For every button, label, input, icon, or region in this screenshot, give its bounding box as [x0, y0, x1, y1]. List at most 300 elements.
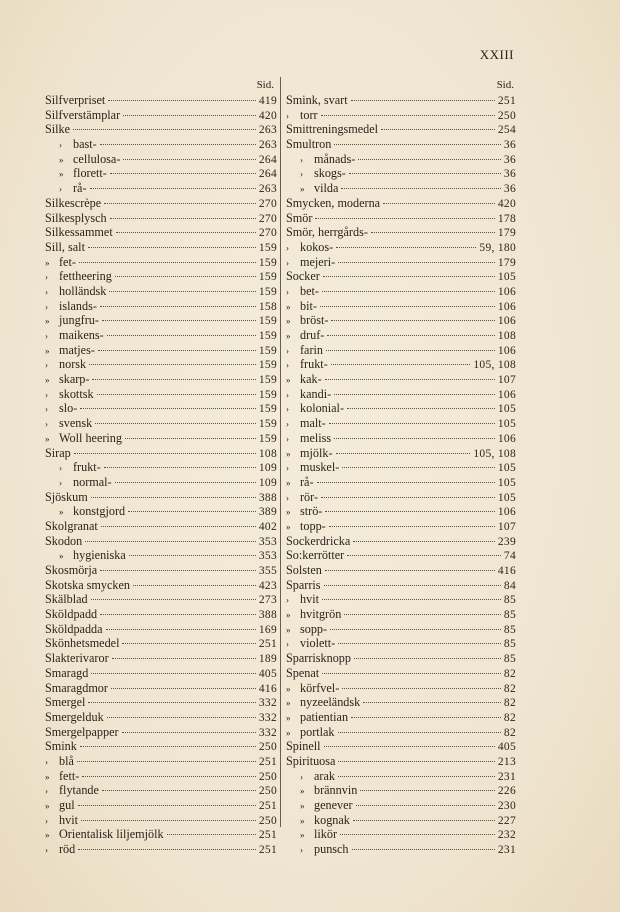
ditto-mark: » — [300, 184, 305, 195]
index-entry — [286, 416, 516, 431]
ditto-mark: » — [286, 448, 291, 459]
index-entry — [286, 842, 516, 857]
index-term: Silke — [45, 122, 71, 137]
index-term: punsch — [314, 842, 349, 857]
dot-leader — [102, 320, 256, 321]
index-term: genever — [314, 798, 353, 812]
dot-leader — [325, 511, 495, 512]
dot-leader — [102, 790, 256, 791]
dot-leader — [322, 673, 501, 674]
page-reference: 36 — [503, 183, 516, 196]
page-reference: 251 — [258, 638, 277, 651]
page-reference: 231 — [497, 770, 516, 783]
index-term: flytande — [59, 783, 99, 798]
page-reference: 273 — [258, 594, 277, 607]
page-reference: 74 — [503, 550, 516, 563]
ditto-mark: › — [286, 639, 289, 650]
dot-leader — [123, 115, 256, 116]
index-entry — [45, 416, 277, 431]
index-term: Sköldpadda — [45, 621, 103, 636]
page-reference: 85 — [503, 594, 516, 607]
dot-leader — [167, 834, 256, 835]
dot-leader — [340, 834, 495, 835]
dot-leader — [91, 599, 256, 600]
index-term: Sparris — [286, 577, 321, 592]
dot-leader — [329, 423, 495, 424]
dot-leader — [98, 350, 256, 351]
page-reference: 59, 180 — [479, 241, 516, 254]
page-reference: 36 — [503, 153, 516, 166]
index-term: svensk — [59, 416, 93, 431]
ditto-mark: › — [300, 845, 303, 856]
index-term: farin — [300, 342, 324, 357]
index-term: skarp- — [59, 372, 90, 387]
ditto-mark: › — [286, 360, 289, 371]
page-reference: 85 — [503, 623, 516, 636]
dot-leader — [115, 482, 256, 483]
dot-leader — [321, 115, 495, 116]
ditto-mark: › — [286, 286, 289, 297]
page-reference: 270 — [258, 212, 277, 225]
index-term: rå- — [300, 474, 314, 489]
dot-leader — [100, 570, 256, 571]
index-entry — [45, 166, 277, 181]
dot-leader — [324, 746, 495, 747]
page-reference: 178 — [497, 212, 516, 225]
ditto-mark: › — [45, 331, 48, 341]
dot-leader — [347, 408, 495, 409]
index-term: kak- — [300, 372, 322, 387]
index-term: Sill, salt — [45, 239, 85, 254]
dot-leader — [80, 408, 256, 409]
ditto-mark: › — [286, 242, 289, 253]
index-term: frukt- — [73, 460, 101, 475]
ditto-mark: › — [300, 771, 303, 782]
index-term: bröst- — [300, 313, 329, 328]
page-reference: 36 — [503, 139, 516, 152]
page-reference: 159 — [258, 344, 277, 357]
dot-leader — [344, 614, 501, 615]
ditto-mark: › — [286, 433, 289, 444]
index-term: Sparrisknopp — [286, 651, 351, 666]
index-entry — [45, 93, 277, 108]
index-entry — [286, 578, 516, 593]
index-entry — [286, 563, 516, 578]
page-reference: 231 — [497, 844, 516, 857]
index-entry — [286, 460, 516, 475]
page-reference: 106 — [497, 388, 516, 401]
index-entry — [45, 490, 277, 505]
page-reference: 159 — [258, 330, 277, 342]
index-term: Silkesplysch — [45, 210, 107, 225]
page-reference: 270 — [258, 197, 277, 210]
index-term: hvit — [59, 812, 78, 827]
dot-leader — [77, 761, 256, 762]
index-term: druf- — [300, 328, 325, 342]
index-entry — [286, 357, 516, 372]
index-term: skottsk — [59, 386, 94, 401]
page-reference: 82 — [503, 726, 516, 739]
page-reference: 254 — [497, 124, 516, 137]
index-term: Slakterivaror — [45, 651, 109, 666]
dot-leader — [352, 849, 495, 850]
page-reference: 250 — [258, 770, 277, 783]
ditto-mark: › — [59, 463, 62, 474]
page-reference: 85 — [503, 638, 516, 651]
index-term: mejeri- — [300, 254, 336, 269]
index-entry — [45, 387, 277, 402]
index-entry — [45, 548, 277, 563]
index-entry — [45, 519, 277, 534]
page-reference: 105 — [497, 491, 516, 504]
index-term: Silfverpriset — [45, 93, 106, 107]
index-term: maikens- — [59, 328, 104, 342]
index-entry — [45, 622, 277, 637]
index-entry — [45, 446, 277, 461]
index-entry — [286, 313, 516, 328]
ditto-mark: › — [45, 272, 48, 283]
index-entry — [286, 651, 516, 666]
dot-leader — [338, 643, 501, 644]
ditto-mark: » — [300, 830, 305, 841]
ditto-mark: » — [59, 169, 64, 180]
index-term: strö- — [300, 504, 323, 519]
ditto-mark: › — [286, 463, 289, 474]
page-reference: 106 — [497, 506, 516, 519]
dot-leader — [322, 291, 495, 292]
dot-leader — [91, 497, 256, 498]
page-reference: 36 — [503, 168, 516, 181]
dot-leader — [356, 805, 495, 806]
page-reference: 159 — [258, 241, 277, 254]
index-entry — [286, 152, 516, 167]
index-entry — [45, 240, 277, 255]
index-term: Smittreningsmedel — [286, 122, 379, 137]
index-term: malt- — [300, 416, 326, 431]
index-term: fett- — [59, 768, 80, 783]
index-term: skogs- — [314, 166, 346, 181]
index-entry — [286, 93, 516, 108]
page-reference: 158 — [258, 300, 277, 313]
index-term: konstgjord — [73, 504, 126, 519]
dot-leader — [329, 526, 495, 527]
dot-leader — [324, 585, 501, 586]
dot-leader — [122, 643, 255, 644]
index-entry — [286, 754, 516, 769]
dot-leader — [110, 218, 256, 219]
page-reference: 179 — [497, 256, 516, 269]
dot-leader — [334, 144, 501, 145]
index-term: meliss — [300, 430, 332, 445]
page-reference: 251 — [258, 829, 277, 842]
ditto-mark: › — [45, 419, 48, 430]
dot-leader — [315, 218, 494, 219]
dot-leader — [363, 702, 501, 703]
ditto-mark: » — [286, 316, 291, 327]
index-column-right — [286, 77, 516, 857]
index-term: arak — [314, 768, 335, 783]
dot-leader — [88, 702, 255, 703]
index-entry — [45, 269, 277, 284]
index-term: brännvin — [314, 783, 358, 798]
dot-leader — [351, 717, 501, 718]
index-entry — [286, 636, 516, 651]
index-entry — [286, 343, 516, 358]
index-term: bet- — [300, 283, 319, 298]
page-reference: 82 — [503, 667, 516, 680]
dot-leader — [330, 629, 501, 630]
ditto-mark: » — [59, 154, 64, 165]
index-entry — [45, 607, 277, 622]
index-entry — [286, 387, 516, 402]
index-entry — [286, 548, 516, 563]
dot-leader — [73, 129, 256, 130]
ditto-mark: › — [286, 492, 289, 503]
dot-leader — [323, 276, 495, 277]
index-entry — [286, 783, 516, 798]
page-reference: 388 — [258, 609, 277, 622]
ditto-mark: › — [300, 169, 303, 180]
dot-leader — [112, 658, 256, 659]
index-term: Skolgranat — [45, 518, 98, 533]
page-reference: 423 — [258, 579, 277, 592]
index-term: Skodon — [45, 533, 83, 548]
page-reference: 239 — [497, 535, 516, 548]
page-reference: 251 — [258, 755, 277, 768]
page-reference: 263 — [258, 124, 277, 137]
ditto-mark: » — [286, 507, 291, 518]
dot-leader — [331, 364, 471, 365]
page-reference: 105 — [497, 271, 516, 284]
dot-leader — [81, 820, 256, 821]
index-term: kandi- — [300, 386, 332, 401]
ditto-mark: » — [286, 301, 291, 312]
index-entry — [45, 431, 277, 446]
ditto-mark: › — [45, 286, 48, 297]
page-reference: 107 — [497, 374, 516, 387]
page-reference: 251 — [258, 844, 277, 857]
page-reference: 108 — [258, 447, 277, 460]
index-term: Spirituosa — [286, 753, 336, 768]
dot-leader — [360, 790, 495, 791]
index-term: Skosmörja — [45, 563, 98, 577]
index-column-left — [45, 77, 277, 857]
index-term: gul — [59, 798, 75, 812]
index-term: Smaragd — [45, 665, 89, 680]
page-reference: 82 — [503, 682, 516, 695]
index-term: Sirap — [45, 445, 71, 460]
index-entry — [45, 681, 277, 696]
ditto-mark: » — [45, 830, 50, 841]
index-term: Skälblad — [45, 592, 88, 607]
index-entry — [286, 798, 516, 813]
index-entry — [286, 431, 516, 446]
index-term: röd — [59, 842, 76, 857]
index-term: körfvel- — [300, 680, 340, 695]
page-reference: 250 — [497, 109, 516, 122]
page-reference: 402 — [258, 520, 277, 533]
index-term: rör- — [300, 489, 319, 504]
dot-leader — [95, 423, 256, 424]
dot-leader — [100, 306, 256, 307]
dot-leader — [106, 629, 256, 630]
dot-leader — [82, 776, 256, 777]
index-term: nyzeeländsk — [300, 695, 361, 710]
index-term: jungfru- — [59, 313, 99, 328]
index-term: Sjöskum — [45, 489, 88, 504]
page-reference: 213 — [497, 755, 516, 768]
index-term: torr — [300, 107, 318, 122]
dot-leader — [317, 482, 495, 483]
index-list — [286, 93, 516, 857]
index-entry — [45, 754, 277, 769]
page-reference: 109 — [258, 476, 277, 489]
page-reference: 264 — [258, 153, 277, 166]
index-term: mjölk- — [300, 445, 333, 460]
dot-leader — [110, 173, 256, 174]
page-number: XXIII — [479, 47, 514, 62]
index-entry — [286, 519, 516, 534]
index-term: So:kerrötter — [286, 548, 345, 563]
index-entry — [45, 813, 277, 828]
index-entry — [286, 166, 516, 181]
dot-leader — [78, 849, 256, 850]
dot-leader — [107, 335, 256, 336]
page-reference: 159 — [258, 418, 277, 431]
page-reference: 250 — [258, 785, 277, 798]
page-reference: 263 — [258, 139, 277, 152]
page-reference: 230 — [497, 800, 516, 812]
index-term: blå — [59, 753, 74, 768]
ditto-mark: › — [286, 110, 289, 121]
index-term: islands- — [59, 298, 97, 313]
index-term: Socker — [286, 269, 320, 284]
page-reference: 332 — [258, 697, 277, 710]
page-reference: 105 — [497, 403, 516, 416]
ditto-mark: › — [286, 345, 289, 356]
index-entry — [45, 769, 277, 784]
ditto-mark: » — [286, 698, 291, 709]
ditto-mark: › — [45, 389, 48, 400]
index-entry — [286, 137, 516, 152]
index-entry — [45, 475, 277, 490]
dot-leader — [336, 453, 471, 454]
index-term: holländsk — [59, 283, 107, 298]
dot-leader — [347, 555, 501, 556]
index-entry — [286, 695, 516, 710]
ditto-mark: » — [45, 257, 50, 268]
dot-leader — [342, 688, 501, 689]
index-entry — [45, 827, 277, 842]
dot-leader — [354, 658, 501, 659]
index-entry — [45, 152, 277, 167]
dot-leader — [353, 541, 495, 542]
index-entry — [45, 725, 277, 740]
index-entry — [286, 181, 516, 196]
index-term: Sköldpadd — [45, 607, 98, 622]
dot-leader — [351, 100, 495, 101]
index-term: Smergelpapper — [45, 724, 119, 739]
page-reference: 250 — [258, 741, 277, 754]
page-reference: 105 — [497, 462, 516, 475]
index-term: portlak — [300, 724, 335, 739]
index-entry — [45, 328, 277, 343]
ditto-mark: » — [286, 375, 291, 386]
page-reference: 419 — [258, 95, 277, 107]
dot-leader — [342, 467, 495, 468]
ditto-mark: » — [286, 727, 291, 738]
page-reference: 109 — [258, 462, 277, 475]
dot-leader — [100, 614, 256, 615]
dot-leader — [338, 776, 495, 777]
ditto-mark: » — [59, 507, 64, 518]
index-entry — [286, 372, 516, 387]
ditto-mark: » — [286, 683, 291, 694]
index-entry — [286, 299, 516, 314]
page-reference: 389 — [258, 506, 277, 519]
index-entry — [286, 269, 516, 284]
index-entry — [286, 475, 516, 490]
dot-leader — [128, 511, 256, 512]
index-entry — [286, 446, 516, 461]
page-reference: 332 — [258, 726, 277, 739]
index-term: vilda — [314, 181, 339, 196]
ditto-mark: › — [300, 154, 303, 165]
dot-leader — [331, 320, 494, 321]
dot-leader — [108, 100, 256, 101]
page-reference: 353 — [258, 550, 277, 563]
index-entry — [45, 666, 277, 681]
ditto-mark: » — [45, 345, 50, 356]
index-term: Smaragdmor — [45, 680, 108, 695]
index-term: Woll heering — [59, 430, 122, 445]
ditto-mark: » — [300, 815, 305, 826]
index-entry — [45, 313, 277, 328]
dot-leader — [327, 335, 494, 336]
index-entry — [286, 666, 516, 681]
page-reference: 105 — [497, 418, 516, 431]
ditto-mark: » — [45, 801, 50, 811]
page-reference: 159 — [258, 256, 277, 269]
dot-leader — [100, 144, 256, 145]
page-reference: 105, 108 — [473, 359, 516, 372]
page-reference: 226 — [497, 785, 516, 798]
index-term: Silfverstämplar — [45, 107, 121, 122]
index-term: Smör, herrgårds- — [286, 225, 368, 240]
index-entry — [45, 563, 277, 578]
page-reference: 332 — [258, 711, 277, 724]
index-entry — [286, 607, 516, 622]
index-entry — [45, 592, 277, 607]
index-entry — [286, 196, 516, 211]
index-entry — [286, 534, 516, 549]
index-term: cellulosa- — [73, 151, 121, 166]
ditto-mark: › — [286, 389, 289, 400]
dot-leader — [358, 159, 501, 160]
ditto-mark: › — [45, 756, 48, 767]
index-term: Smergelduk — [45, 709, 104, 724]
column-divider — [280, 77, 281, 827]
page-reference: 106 — [497, 432, 516, 445]
index-entry — [286, 710, 516, 725]
index-term: Silkescrèpe — [45, 195, 102, 210]
index-entry — [45, 578, 277, 593]
dot-leader — [104, 203, 256, 204]
column-header: Sid. — [496, 79, 514, 91]
index-entry — [45, 460, 277, 475]
ditto-mark: » — [286, 521, 291, 532]
index-entry — [286, 739, 516, 754]
